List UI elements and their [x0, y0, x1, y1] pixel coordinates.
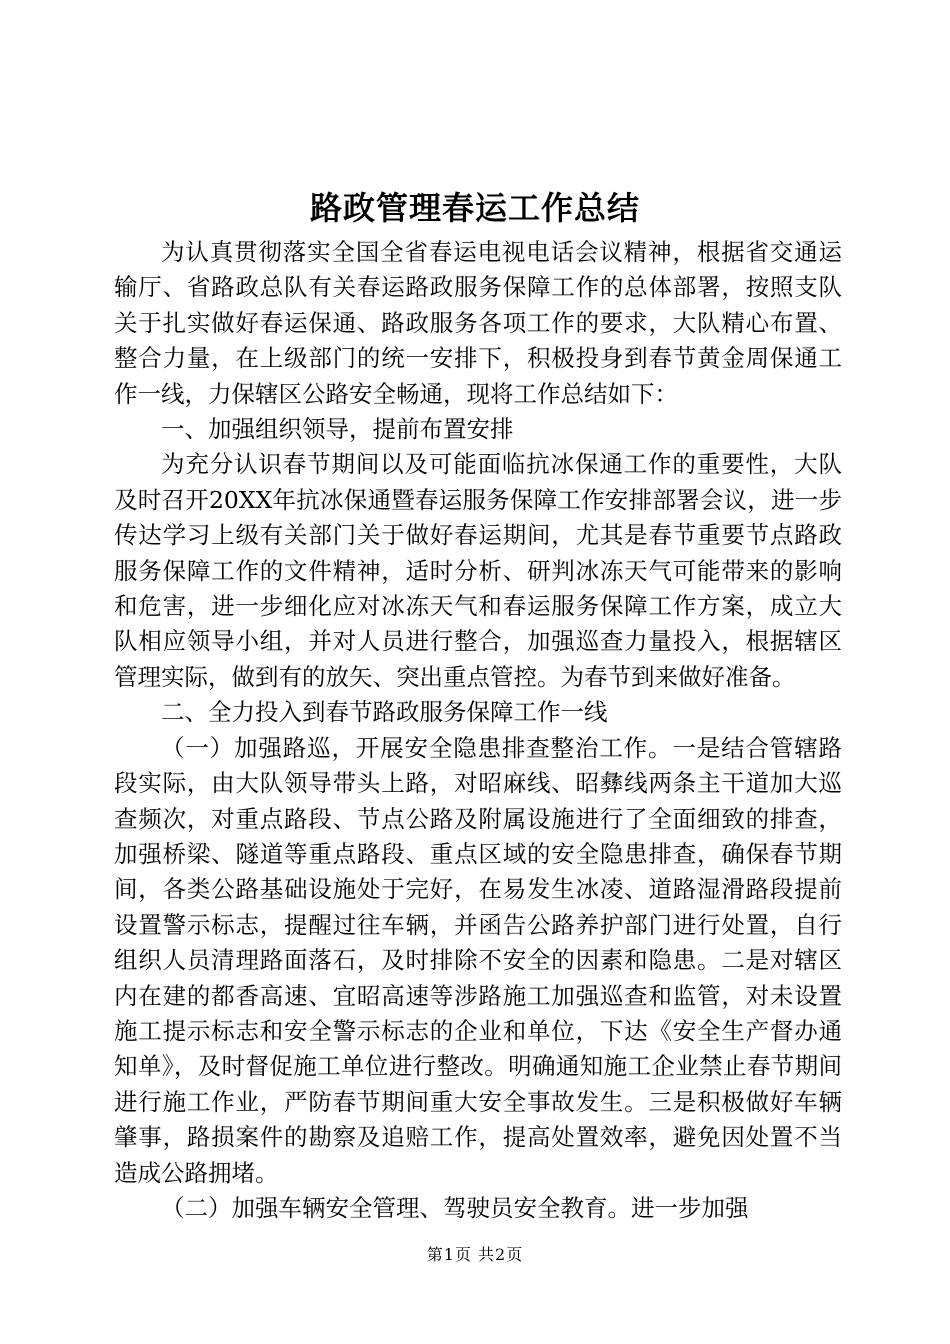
paragraph-subsection-1: （一）加强路巡，开展安全隐患排查整治工作。一是结合管辖路段实际，由大队领导带头上路，对昭麻线、昭彝线两条主干道加大巡查频次，对重点路段、节点公路及附属设施进行了全面细致的排查，加强桥梁、隧道等重点路段、重点区域的安全隐患排查，确保春节期间，各类公路基础设施处于完好，在易发生冰凌、道路湿滑路段提前设置警示标志，提醒过往车辆，并函告公路养护部门进行处置，自行组织人员清理路面落石，及时排除不安全的因素和隐患。二是对辖区内在建的都香高速、宜昭高速等涉路施工加强巡查和监管，对未设置施工提示标志和安全警示标志的企业和单位，下达《安全生产督办通知单》，及时督促施工单位进行整改。明确通知施工企业禁止春节期间进行施工作业，严防春节期间重大安全事故发生。三是积极做好车辆肇事，路损案件的勘察及追赔工作，提高处置效率，避免因处置不当造成公路拥堵。	[114, 733, 842, 1187]
paragraph-intro: 为认真贯彻落实全国全省春运电视电话会议精神，根据省交通运输厅、省路政总队有关春运路政服务保障工作的总体部署，按照支队关于扎实做好春运保通、路政服务各项工作的要求，大队精心布置、整合力量，在上级部门的统一安排下，积极投身到春节黄金周保通工作一线，力保辖区公路安全畅通，现将工作总结如下：	[114, 238, 842, 408]
document-title: 路政管理春运工作总结	[309, 189, 640, 227]
section-heading-1: 一、加强组织领导，提前布置安排	[161, 415, 514, 444]
paragraph-subsection-2: （二）加强车辆安全管理、驾驶员安全教育。进一步加强	[161, 1193, 749, 1222]
paragraph-section-1: 为充分认识春节期间以及可能面临抗冰保通工作的重要性，大队及时召开20XX年抗冰保通暨春运服务保障工作安排部署会议，进一步传达学习上级有关部门关于做好春运期间，尤其是春节重要节点路政服务保障工作的文件精神，适时分析、研判冰冻天气可能带来的影响和危害，进一步细化应对冰冻天气和春运服务保障工作方案，成立大队相应领导小组，并对人员进行整合，加强巡查力量投入，根据辖区管理实际，做到有的放矢、突出重点管控。为春节到来做好准备。	[114, 450, 842, 691]
document-body	[114, 235, 842, 1226]
page-number-footer: 第1页 共2页	[426, 1245, 524, 1264]
section-heading-2: 二、全力投入到春节路政服务保障工作一线	[161, 698, 608, 727]
